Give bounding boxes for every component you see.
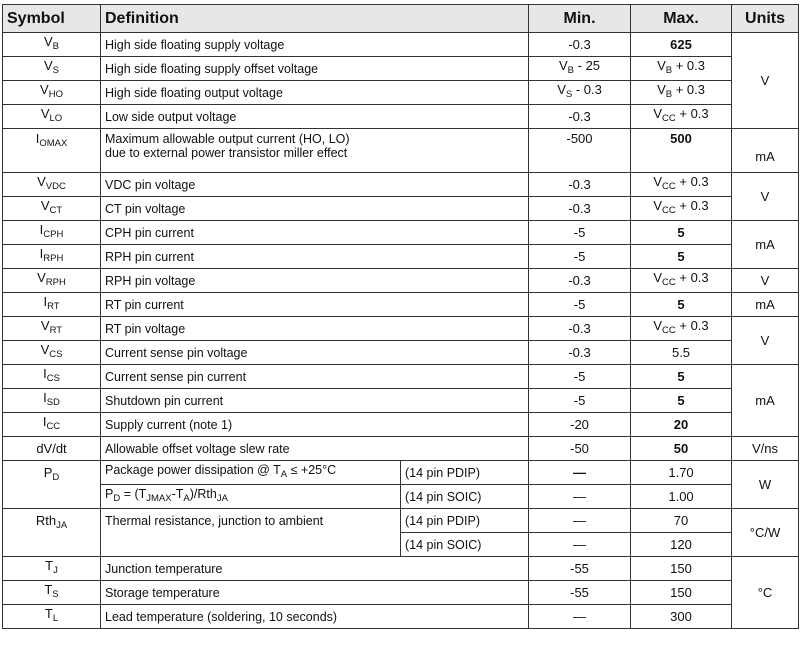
- header-min: Min.: [529, 5, 631, 33]
- max-cell: 5.5: [631, 341, 732, 365]
- min-cell: —: [529, 461, 631, 485]
- table-row: [3, 173, 799, 197]
- table-row: [3, 389, 799, 413]
- units-cell: V/ns: [732, 437, 799, 461]
- units-cell: V: [732, 269, 799, 293]
- max-cell: 5: [631, 365, 732, 389]
- definition-cell: RT pin current: [101, 293, 529, 317]
- symbol-cell: $P_D$: [3, 461, 101, 509]
- min-cell: -0.3: [529, 341, 631, 365]
- table-row: [3, 485, 799, 509]
- max-cell: $V_{CC} + 0.3$: [631, 105, 732, 129]
- max-cell: $V_B + 0.3$: [631, 81, 732, 105]
- min-cell: -5: [529, 365, 631, 389]
- header-symbol: Symbol: [3, 5, 101, 33]
- table-row: [3, 269, 799, 293]
- min-cell: -0.3: [529, 269, 631, 293]
- definition-cell: Supply current (note 1): [101, 413, 529, 437]
- min-cell: -20: [529, 413, 631, 437]
- min-cell: -0.3: [529, 173, 631, 197]
- symbol-cell: $V_{LO}$: [3, 105, 101, 129]
- header-max: Max.: [631, 5, 732, 33]
- min-cell: -0.3: [529, 317, 631, 341]
- min-cell: —: [529, 509, 631, 533]
- ratings-table: [2, 4, 799, 629]
- definition-cell: RT pin voltage: [101, 317, 529, 341]
- symbol-cell: $T_L$: [3, 605, 101, 629]
- definition-cell: RPH pin voltage: [101, 269, 529, 293]
- definition-cell: High side floating supply offset voltage: [101, 57, 529, 81]
- units-cell: V: [732, 33, 799, 129]
- symbol-cell: $I_{OMAX}$: [3, 129, 101, 173]
- table-row: [3, 221, 799, 245]
- units-cell: V: [732, 173, 799, 221]
- package-condition-cell: (14 pin SOIC): [401, 485, 529, 509]
- max-cell: 500: [631, 129, 732, 173]
- min-cell: —: [529, 533, 631, 557]
- max-cell: 5: [631, 389, 732, 413]
- definition-cell: Maximum allowable output current (HO, LO) due to external power transistor miller effect: [101, 129, 529, 173]
- definition-cell: Junction temperature: [101, 557, 529, 581]
- max-cell: 150: [631, 581, 732, 605]
- max-cell: $V_B + 0.3$: [631, 57, 732, 81]
- table-row: [3, 33, 799, 57]
- symbol-cell: $T_S$: [3, 581, 101, 605]
- definition-cell: $P_D = (T_{JMAX}-T_A)/Rth_{JA}$: [101, 485, 401, 509]
- table-row: [3, 509, 799, 533]
- min-cell: -5: [529, 389, 631, 413]
- definition-cell: High side floating supply voltage: [101, 33, 529, 57]
- min-cell: —: [529, 485, 631, 509]
- table-row: [3, 605, 799, 629]
- table-row: [3, 341, 799, 365]
- definition-cell: Lead temperature (soldering, 10 seconds): [101, 605, 529, 629]
- symbol-cell: $V_{HO}$: [3, 81, 101, 105]
- absolute-maximum-ratings-sheet: [2, 4, 799, 629]
- package-condition-cell: (14 pin SOIC): [401, 533, 529, 557]
- min-cell: -55: [529, 581, 631, 605]
- definition-cell: Allowable offset voltage slew rate: [101, 437, 529, 461]
- header-row: [3, 5, 799, 33]
- max-cell: 50: [631, 437, 732, 461]
- package-condition-cell: (14 pin PDIP): [401, 509, 529, 533]
- units-cell: mA: [732, 365, 799, 437]
- min-cell: -55: [529, 557, 631, 581]
- table-row: [3, 81, 799, 105]
- table-row: [3, 57, 799, 81]
- table-row: [3, 461, 799, 485]
- symbol-cell: $V_B$: [3, 33, 101, 57]
- table-row: [3, 317, 799, 341]
- table-row: [3, 293, 799, 317]
- symbol-cell: $V_{CS}$: [3, 341, 101, 365]
- header-units: Units: [732, 5, 799, 33]
- table-row: [3, 437, 799, 461]
- table-row: [3, 197, 799, 221]
- min-cell: -0.3: [529, 33, 631, 57]
- table-row: [3, 365, 799, 389]
- definition-cell: Thermal resistance, junction to ambient: [101, 509, 401, 557]
- definition-cell: CPH pin current: [101, 221, 529, 245]
- units-cell: V: [732, 317, 799, 365]
- max-cell: 5: [631, 293, 732, 317]
- table-row: [3, 581, 799, 605]
- min-cell: $V_S - 0.3$: [529, 81, 631, 105]
- table-row: [3, 413, 799, 437]
- definition-cell: Current sense pin voltage: [101, 341, 529, 365]
- max-cell: 5: [631, 221, 732, 245]
- max-cell: 300: [631, 605, 732, 629]
- units-cell: °C/W: [732, 509, 799, 557]
- min-cell: -5: [529, 245, 631, 269]
- definition-cell: VDC pin voltage: [101, 173, 529, 197]
- max-cell: 1.70: [631, 461, 732, 485]
- min-cell: $V_B - 25$: [529, 57, 631, 81]
- symbol-cell: $V_{VDC}$: [3, 173, 101, 197]
- definition-cell: High side floating output voltage: [101, 81, 529, 105]
- table-row: [3, 557, 799, 581]
- min-cell: —: [529, 605, 631, 629]
- max-cell: 20: [631, 413, 732, 437]
- min-cell: -500: [529, 129, 631, 173]
- header-definition: Definition: [101, 5, 529, 33]
- max-cell: $V_{CC} + 0.3$: [631, 197, 732, 221]
- definition-cell: Package power dissipation @ $T_A \le +25^\circ C$: [101, 461, 401, 485]
- min-cell: -50: [529, 437, 631, 461]
- definition-cell: Storage temperature: [101, 581, 529, 605]
- min-cell: -5: [529, 293, 631, 317]
- definition-cell: CT pin voltage: [101, 197, 529, 221]
- symbol-cell: $V_{RT}$: [3, 317, 101, 341]
- units-cell: mA: [732, 293, 799, 317]
- max-cell: 625: [631, 33, 732, 57]
- min-cell: -5: [529, 221, 631, 245]
- table-row: [3, 105, 799, 129]
- symbol-cell: $V_S$: [3, 57, 101, 81]
- symbol-cell: $I_{SD}$: [3, 389, 101, 413]
- table-row: [3, 245, 799, 269]
- symbol-cell: $I_{CPH}$: [3, 221, 101, 245]
- units-cell: °C: [732, 557, 799, 629]
- symbol-cell: $T_J$: [3, 557, 101, 581]
- max-cell: $V_{CC} + 0.3$: [631, 317, 732, 341]
- max-cell: $V_{CC} + 0.3$: [631, 173, 732, 197]
- max-cell: 1.00: [631, 485, 732, 509]
- table-row: [3, 129, 799, 173]
- symbol-cell: $I_{RT}$: [3, 293, 101, 317]
- min-cell: -0.3: [529, 197, 631, 221]
- symbol-cell: dV/dt: [3, 437, 101, 461]
- symbol-cell: $I_{CS}$: [3, 365, 101, 389]
- definition-cell: Current sense pin current: [101, 365, 529, 389]
- max-cell: 5: [631, 245, 732, 269]
- definition-cell: Low side output voltage: [101, 105, 529, 129]
- symbol-cell: $V_{CT}$: [3, 197, 101, 221]
- symbol-cell: $I_{CC}$: [3, 413, 101, 437]
- units-cell: mA: [732, 221, 799, 269]
- symbol-cell: $V_{RPH}$: [3, 269, 101, 293]
- definition-cell: RPH pin current: [101, 245, 529, 269]
- units-cell: W: [732, 461, 799, 509]
- symbol-cell: Rth$_{JA}$: [3, 509, 101, 557]
- units-cell: mA: [732, 129, 799, 173]
- package-condition-cell: (14 pin PDIP): [401, 461, 529, 485]
- min-cell: -0.3: [529, 105, 631, 129]
- definition-cell: Shutdown pin current: [101, 389, 529, 413]
- max-cell: 120: [631, 533, 732, 557]
- max-cell: 150: [631, 557, 732, 581]
- symbol-cell: $I_{RPH}$: [3, 245, 101, 269]
- max-cell: $V_{CC} + 0.3$: [631, 269, 732, 293]
- max-cell: 70: [631, 509, 732, 533]
